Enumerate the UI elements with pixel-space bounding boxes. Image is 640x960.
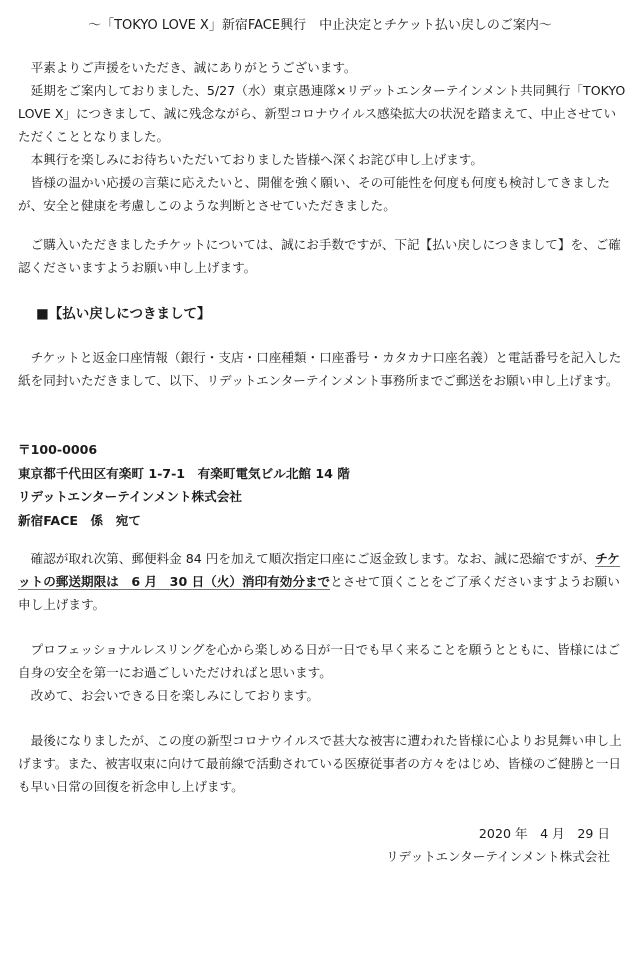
closing-section (18, 638, 626, 707)
greeting-paragraph: 平素よりご声援をいただき、誠にありがとうございます。 (18, 60, 357, 75)
address-attention: 新宿FACE 係 宛て (18, 512, 141, 528)
reason-paragraph: 皆様の温かい応援の言葉に応えたいと、開催を強く願い、その可能性を何度も何度も検討してきましたが、安全と健康を考慮しこのような判断とさせていただきました。 (18, 175, 610, 213)
postal-code: 〒100-0006 (18, 442, 98, 457)
mailing-deadline: チケットの郵送期限は 6 月 30 日（火）消印有効分まで (18, 551, 620, 589)
document-title: ～「TOKYO LOVE X」新宿FACE興行 中止決定とチケット払い戻しのご案内～ (88, 18, 552, 33)
apology-paragraph: 本興行を楽しみにお待ちいただいておりました皆様へ深くお詫び申し上げます。 (18, 152, 483, 167)
sympathy-paragraph: 最後になりましたが、この度の新型コロナウイルスで甚大な被害に遭われた皆様に心よりお見舞い申し上げます。また、被害収束に向けて最前線で活動されている医療従事者の方々をはじめ、皆様のご健勝と一日も早い日常の回復を祈念申し上げます。 (18, 733, 622, 794)
looking-forward-paragraph: 改めて、お会いできる日を楽しみにしております。 (18, 688, 319, 703)
refund-heading: ■【払い戻しにつきまして】 (36, 306, 211, 322)
confirmation-text-before: 確認が取れ次第、郵便料金 84 円を加えて順次指定口座にご返金致します。なお、誠に恐縮ですが、 (18, 551, 596, 566)
cancellation-paragraph: 延期をご案内しておりました、5/27（水）東京愚連隊×リデットエンターテインメント共同興行「TOKYO LOVE X」につきまして、誠に残念ながら、新型コロナウイルス感染拡大の状況を踏まえて、中止させていただくこととなりました。 (18, 83, 626, 144)
signature-company: リデットエンターテインメント株式会社 (386, 849, 610, 864)
address-company: リデットエンターテインメント株式会社 (18, 489, 242, 504)
wish-paragraph: プロフェッショナルレスリングを心から楽しめる日が一日でも早く来ることを願うとともに、皆様にはご自身の安全を第一にお過ごしいただければと思います。 (18, 642, 621, 680)
street-address: 東京都千代田区有楽町 1-7-1 有楽町電気ビル北館 14 階 (18, 465, 350, 481)
confirmation-text-after: とさせて頂くことをご了承くださいますようお願い申し上げます。 (18, 574, 620, 612)
signature-date: 2020 年 4 月 29 日 (478, 826, 610, 841)
intro-section (18, 56, 626, 217)
purchase-note-paragraph: ご購入いただきましたチケットについては、誠にお手数ですが、下記【払い戻しにつきまして】を、ご確認くださいますようお願い申し上げます。 (18, 237, 621, 275)
mailing-address (18, 438, 350, 532)
refund-instructions-paragraph: チケットと返金口座情報（銀行・支店・口座種類・口座番号・カタカナ口座名義）と電話番号を記入した紙を同封いただきまして、以下、リデットエンターテインメント事務所までご郵送をお願い申し上げます。 (18, 350, 622, 388)
confirmation-paragraph (18, 547, 626, 616)
signature-block (386, 822, 610, 868)
